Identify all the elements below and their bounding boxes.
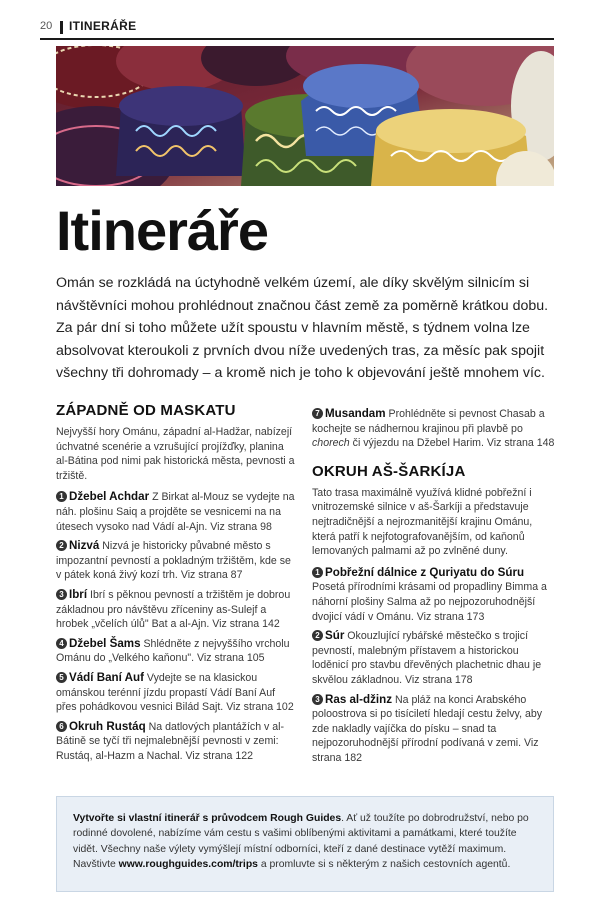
stop-description: Nizvá je historicky půvabné město s impozantní pevností a pokladným tržištěm, kde se v pátek koná živý kozí trh. Viz strana 87	[56, 540, 291, 582]
stop-number-badge: 2	[56, 540, 67, 551]
itinerary-item	[56, 490, 298, 534]
rough-guides-trips-infobox	[56, 796, 554, 892]
stop-title: Vádí Baní Auf	[69, 670, 144, 684]
right-column	[312, 407, 556, 770]
stop-number-badge: 6	[56, 721, 67, 732]
infobox-text	[57, 797, 553, 873]
itinerary-item	[312, 693, 556, 766]
infobox-body-end: a promluvte si s některým z našich cestovních agentů.	[257, 859, 511, 871]
stop-title: Okruh Rustáq	[69, 719, 146, 733]
section-intro: Nejvyšší hory Ománu, západní al-Hadžar, nabízejí úchvatné scenérie a vzrušující projížďky, planina al-Bátina pod nimi pak historická města, pevnosti a tržiště.	[56, 426, 295, 482]
stop-description: Na pláž na konci Arabského poloostrova si po tisíciletí hledají cestu želvy, aby zde nakladly vajíčka do písku – snad ta nejpozoruhodnější přírodní podívaná v zemi. Viz strana 182	[312, 693, 543, 764]
stop-number-badge: 2	[312, 630, 323, 641]
stop-title: Pobřežní dálnice z Quriyatu do Súru	[325, 565, 525, 579]
itinerary-item	[56, 637, 298, 666]
stop-description: Z Birkat al-Mouz se vydejte na náh. plošinu Saiq a projděte se vesnicemi na na útesech vysoko nad Vádí al-Ajn. Viz strana 98	[56, 491, 295, 533]
stop-number-badge: 4	[56, 638, 67, 649]
infobox-lead: Vytvořte si vlastní itinerář s průvodcem Rough Guides	[73, 813, 342, 824]
stop-number-badge: 3	[56, 589, 67, 600]
stop-description: Na datlových plantážích v al-Bátině se tyčí tři nejmalebnější pevnosti v zemi: Rustáq, al-Hazm a Nachal. Viz strana 122	[56, 720, 285, 762]
itinerary-item	[312, 629, 556, 687]
infobox-link[interactable]: www.roughguides.com/trips	[118, 859, 258, 871]
stop-description-italic: chorech	[312, 437, 350, 450]
stop-description: Ibrí s pěknou pevností a tržištěm je dobrou základnou pro návštěvu zříceniny as-Sulejf a hrobek „včelích úlů" Bat a al-Ajn. Viz strana 142	[56, 588, 291, 631]
stop-description-end: či výjezdu na Džebel Harim. Viz strana 148	[349, 437, 555, 450]
stop-number-badge: 7	[312, 408, 323, 419]
stop-title: Musandam	[325, 407, 386, 420]
stop-description: Prohlédněte si pevnost Chasab a kochejte se nádhernou krajinou při plavbě po	[312, 408, 545, 435]
intro-paragraph: Omán se rozkládá na úctyhodně velkém území, ale díky skvělým silnicím si návštěvníci mohou prohlédnout značnou část země za poměrně krátkou dobu. Za pár dní si toho můžete užít spoustu v hlavním městě, s týdnem volna lze absolvovat kteroukoli z prvních dvou níže uvedených tras, za měsíc pak spojit všechny tři dohromady – a kromě nich je toho k objevování ještě mnohem víc.	[56, 275, 549, 382]
stop-title: Ibrí	[69, 587, 88, 601]
itinerary-item	[56, 539, 298, 583]
stop-description: Vydejte se na klasickou ománskou terénní jízdu propastí Vádí Baní Auf přes pohádkovou vesnici Bilád Sajt. Viz strana 102	[56, 671, 294, 714]
stop-description: Shlédněte z nejvyššího vrcholu Ománu do „Velkého kaňonu". Viz strana 105	[56, 637, 290, 665]
page-number: 20	[40, 20, 53, 32]
page-title: Itineráře	[56, 199, 268, 262]
section-heading-sharqiya-loop: OKRUH AŠ-ŠARKÍJA	[312, 462, 466, 480]
stop-title: Súr	[325, 629, 345, 643]
stop-number-badge: 3	[312, 694, 323, 705]
stop-description: Okouzlující rybářské městečko s trojicí pevností, malebným přístavem a historickou loděnicí pro stavbu dřevěných plachetnic dhau je skvělou základnou. Viz strana 178	[312, 630, 542, 686]
stop-title: Nizvá	[69, 539, 100, 553]
itinerary-item	[56, 720, 298, 764]
left-column	[56, 402, 298, 768]
stop-title: Ras al-džinz	[325, 692, 392, 706]
stop-title: Džebel Šams	[69, 636, 141, 650]
stop-number-badge: 1	[312, 567, 323, 578]
section-heading-west-of-muscat: ZÁPADNĚ OD MASKATU	[56, 402, 236, 419]
infobox-body: . Ať už toužíte po dobrodružství, nebo po rodinné dovolené, nabízíme vám cestu s vašimi oblíbenými aktivitami a památkami, které toužíte vidět. Všechny naše výlety vymýšlejí místní odborníci, kteří z dané destinace vytěží maximum. Navštivte	[73, 813, 529, 871]
itinerary-item	[56, 671, 298, 715]
itinerary-item	[312, 566, 556, 624]
itinerary-item	[312, 407, 556, 451]
section-name: ITINERÁŘE	[69, 19, 137, 33]
stop-title: Džebel Achdar	[69, 490, 150, 504]
stop-description: Posetá přírodními krásami od propadliny Bimma a náhorní plošiny Salma až po nejpozoruhodnější dvojicí vádí v Ománu. Viz strana 173	[312, 581, 547, 623]
stop-number-badge: 5	[56, 672, 67, 683]
stop-number-badge: 1	[56, 491, 67, 502]
running-header	[40, 16, 554, 40]
itinerary-item	[56, 588, 298, 632]
header-divider	[60, 21, 63, 34]
section-intro: Tato trasa maximálně využívá klidné pobřežní i vnitrozemské silnice v aš-Šarkíji a představuje nejtradičnější a nejrozmanitější krajinu Ománu, která patří k nejfotografovanějším, od kaňonů lemovaných palmami až po zvlněné duny.	[312, 486, 533, 558]
hero-photo-embroidered-caps	[56, 46, 554, 186]
